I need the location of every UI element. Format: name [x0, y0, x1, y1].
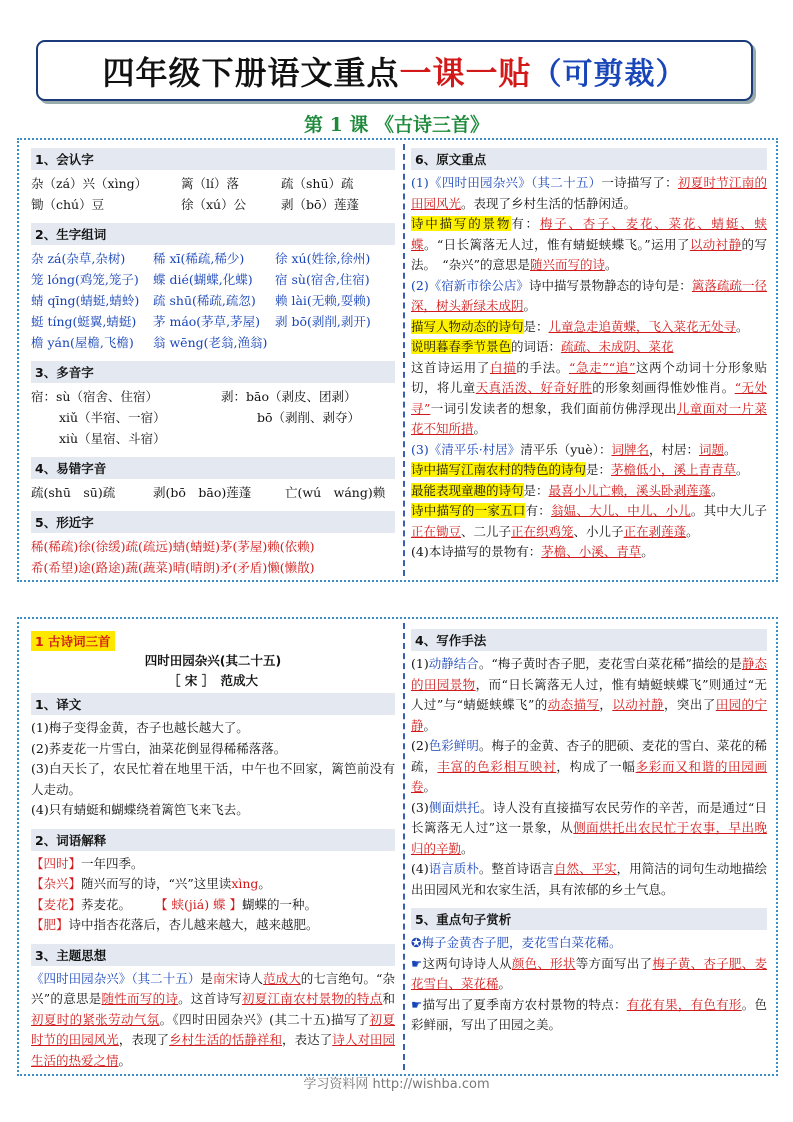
- text-line: 疏(shū sū)疏 剥(bō bāo)莲蓬 亡(wú wáng)赖: [31, 485, 386, 500]
- poem-author: ［ 宋 ］ 范成大: [168, 673, 258, 688]
- paragraph: (2)《宿新市徐公店》诗中描写景物静态的诗句是：篱落疏疏一径深，树头新绿未成阴。: [411, 277, 767, 313]
- paragraph: (3)侧面烘托。诗人没有直接描写农民劳作的辛苦，而是通过“日长篱落无人过”这一景象，从侧面烘托出农民忙于农事，早出晚归的辛勤。: [411, 799, 767, 856]
- paragraph: 【肥】诗中指杏花落后，杏儿越来越大，越来越肥。: [31, 917, 319, 932]
- hand-pointer-icon: ☛: [411, 996, 423, 1012]
- paragraph: 【麦花】荞麦花。 【 蛱(jiá) 蝶 】蝴蝶的一种。: [31, 896, 318, 912]
- right-column: [411, 619, 767, 1074]
- column-divider: [403, 144, 405, 576]
- left-column: [31, 140, 395, 580]
- text-line: 希(希望)途(路途)蔬(蔬菜)晴(晴朗)矛(矛盾)懒(懒散): [31, 560, 315, 575]
- paragraph: (4)语言质朴。整首诗语言自然、平实，用简洁的词句生动地描绘出田园风光和农家生活，具有浓郁的乡土气息。: [411, 861, 767, 897]
- section-heading: 5、形近字: [31, 511, 395, 533]
- paragraph: 诗中描写的一家五口有：翁媪、大儿、中儿、小儿。其中大儿子正在锄豆、二儿子正在织鸡笼、小儿子正在剥莲蓬。: [411, 503, 767, 539]
- paragraph: (2)荞麦花一片雪白，油菜花倒显得稀稀落落。: [31, 740, 287, 756]
- section-heading: 6、原文重点: [411, 148, 767, 170]
- paragraph: (3)《清平乐·村居》清平乐（yuè）：词牌名，村居：词题。: [411, 441, 737, 457]
- section-heading: 1、译文: [31, 693, 395, 715]
- paragraph: 【杂兴】随兴而写的诗，“兴”这里读xìng。: [31, 876, 271, 891]
- left-column: [31, 619, 395, 1074]
- lesson-card-top: [17, 138, 778, 582]
- lesson-tag: 1 古诗词三首: [31, 631, 115, 651]
- paragraph: (4)本诗描写的景物有：茅檐、小溪、青草。: [411, 544, 654, 559]
- title-part1: 四年级下册语文重点: [102, 53, 400, 92]
- paragraph: 描写人物动态的诗句是：儿童急走追黄蝶，飞入菜花无处寻。: [411, 318, 749, 334]
- text-line: xiǔ（半宿、一宿） bō（剥削、剥夺）: [59, 410, 361, 425]
- paragraph: 这首诗运用了白描的手法。“急走”“追”这两个动词十分形象贴切，将儿童天真活泼、好奇好胜的形象刻画得惟妙惟肖。“无处寻”一词引发读者的想象，我们面前仿佛浮现出儿童面对一片菜花不知所措。: [411, 359, 767, 436]
- text-line: xiù（星宿、斗宿）: [59, 431, 166, 446]
- paragraph: 《四时田园杂兴》（其二十五）是南宋诗人范成大的七言绝句。“杂兴”的意思是随性而写的诗。这首诗写初夏江南农村景物的特点和初夏时的紧张劳动气氛。《四时田园杂兴》(其二十五)描写了初夏时节的田园风光，表现了乡村生活的恬静祥和，表达了诗人对田园生活的热爱之情。: [31, 970, 395, 1068]
- paragraph: 说明暮春季节景色的词语：疏疏、未成阴、菜花: [411, 339, 674, 354]
- paragraph: 【四时】一年四季。: [31, 855, 144, 871]
- paragraph: ☛这两句诗诗人从颜色、形状等方面写出了梅子黄、杏子肥、麦花雪白、菜花稀。: [411, 955, 767, 991]
- paragraph: ☛描写出了夏季南方农村景物的特点：有花有果，有色有形。色彩鲜丽，写出了田园之美。: [411, 996, 767, 1032]
- section-heading: 1、会认字: [31, 148, 395, 170]
- section-heading: 2、词语解释: [31, 829, 395, 851]
- right-column: [411, 140, 767, 580]
- section-heading: 2、生字组词: [31, 223, 395, 245]
- circle-bullet-icon: ✪: [411, 935, 422, 950]
- header-title: [36, 40, 753, 101]
- vocab-row: 檐 yán(屋檐,飞檐) 翁 wēng(老翁,渔翁): [31, 335, 268, 350]
- lesson-title: 第 1 课 《古诗三首》: [303, 114, 490, 136]
- paragraph: (1)动静结合。“梅子黄时杏子肥，麦花雪白菜花稀”描绘的是静态的田园景物，而“日长篱落无人过，惟有蜻蜓蛱蝶飞”则通过“无人过”与“蜻蜓蛱蝶飞”的动态描写，以动衬静，突出了田园的宁静。: [411, 656, 767, 733]
- hand-pointer-icon: ☛: [411, 955, 423, 971]
- poem-title: 四时田园杂兴(其二十五): [144, 653, 282, 668]
- paragraph: ✪梅子金黄杏子肥，麦花雪白菜花稀。: [411, 935, 622, 950]
- text-line: 锄（chú）豆 徐（xú）公 剥（bō）莲蓬: [31, 197, 360, 212]
- title-part2: 一课一贴: [399, 53, 532, 92]
- vocab-row: 笼 lóng(鸡笼,笼子) 蝶 dié(蝴蝶,化蝶) 宿 sù(宿舍,住宿): [31, 272, 370, 287]
- vocab-row: 蜻 qīng(蜻蜓,蜻蛉) 疏 shū(稀疏,疏忽) 赖 lài(无赖,耍赖): [31, 293, 371, 308]
- paragraph: 最能表现童趣的诗句是：最喜小儿亡赖，溪头卧剥莲蓬。: [411, 482, 724, 498]
- section-heading: 4、写作手法: [411, 629, 767, 651]
- title-part3: （可剪裁）: [531, 56, 687, 92]
- vocab-row: 杂 zá(杂草,杂树) 稀 xī(稀疏,稀少) 徐 xú(姓徐,徐州): [31, 251, 371, 266]
- section-heading: 5、重点句子赏析: [411, 908, 767, 930]
- section-heading: 3、多音字: [31, 361, 395, 383]
- paragraph: 诗中描写的景物有：梅子、杏子、麦花、菜花、蜻蜓、蛱蝶。“日长篱落无人过，惟有蜻蜓蛱蝶飞。”运用了以动衬静的写法。 “杂兴”的意思是随兴而写的诗。: [411, 216, 767, 272]
- paragraph: (1)《四时田园杂兴》（其二十五）一诗描写了：初夏时节江南的田园风光。表现了乡村生活的恬静闲适。: [411, 175, 767, 211]
- footer-watermark: 学习资料网 http://wishba.com: [303, 1077, 490, 1092]
- text-line: 宿：sù（宿舍、住宿） 剥：bāo（剥皮、团剥）: [31, 389, 357, 404]
- paragraph: (4)只有蜻蜓和蝴蝶绕着篱笆飞来飞去。: [31, 802, 249, 817]
- section-heading: 3、主题思想: [31, 944, 395, 966]
- vocab-row: 蜓 tíng(蜓翼,蜻蜓) 茅 máo(茅草,茅屋) 剥 bō(剥削,剥开): [31, 314, 371, 329]
- section-heading: 4、易错字音: [31, 457, 395, 479]
- paragraph: (1)梅子变得金黄，杏子也越长越大了。: [31, 720, 249, 735]
- column-divider: [403, 623, 405, 1070]
- paragraph: (3)白天长了，农民忙着在地里干活，中午也不回家，篱笆前没有人走动。: [31, 761, 395, 797]
- text-line: 稀(稀疏)徐(徐缓)疏(疏远)蜻(蜻蜓)茅(茅屋)赖(依赖): [31, 539, 315, 554]
- text-line: 杂（zá）兴（xìng） 篱（lí）落 疏（shū）疏: [31, 176, 354, 191]
- lesson-card-bottom: [17, 617, 778, 1076]
- paragraph: (2)色彩鲜明。梅子的金黄、杏子的肥硕、麦花的雪白、菜花的稀疏，丰富的色彩相互映衬，构成了一幅多彩而又和谐的田园画卷。: [411, 738, 767, 794]
- paragraph: 诗中描写江南农村的特色的诗句是：茅檐低小，溪上青青草。: [411, 462, 749, 477]
